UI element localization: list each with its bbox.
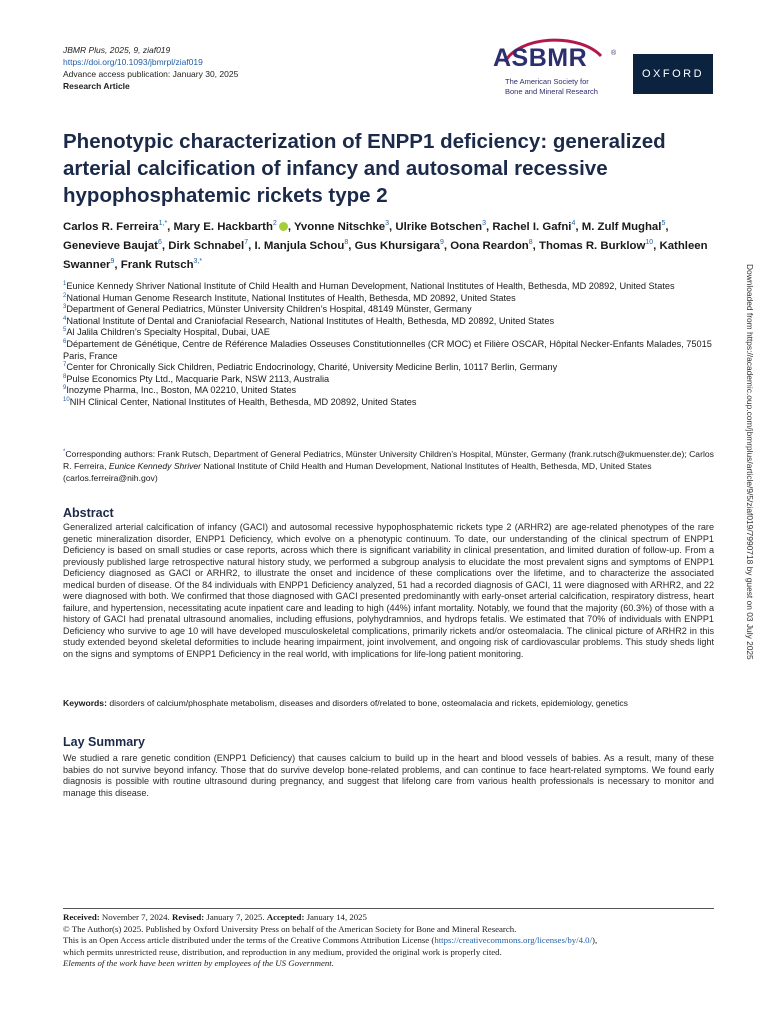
affiliation-item	[63, 293, 723, 305]
affiliation-item	[63, 339, 723, 362]
author-affiliation-mark: 5	[661, 220, 666, 228]
affiliation-item	[63, 327, 723, 339]
author-name[interactable]: Mary E. Hackbarth	[173, 221, 273, 233]
affiliations	[63, 281, 723, 409]
author-affiliation-mark: 4	[571, 220, 576, 228]
keywords-label: Keywords:	[63, 698, 107, 708]
affiliation-item	[63, 362, 723, 374]
affiliation-number: 7	[63, 362, 67, 369]
author-affiliation-mark: 3	[385, 220, 390, 228]
affiliation-text: Center for Chronically Sick Children, Pediatric Endocrinology, Charité, University Medicine Berlin, 10117 Berlin, Germany	[66, 362, 558, 373]
author-affiliation-mark: 7	[244, 239, 249, 247]
author-affiliation-mark: 1,*	[158, 220, 168, 228]
author-name[interactable]: Yvonne Nitschke	[293, 221, 386, 233]
corresponding-italic: Eunice Kennedy Shriver	[108, 460, 202, 471]
affiliation-text: Département de Génétique, Centre de Référence Maladies Osseuses Constitutionnelles (CR MOC) et Filière OSCAR, Hôpital Necker-Enfants Malades, 75015 Paris, France	[63, 338, 712, 361]
author-name[interactable]: Kathleen Swanner	[63, 240, 708, 271]
affiliation-number: 1	[63, 280, 67, 287]
affiliation-text: National Institute of Dental and Craniofacial Research, National Institutes of Health, Bethesda, MD 20892, United States	[66, 315, 555, 326]
author-affiliation-mark: 3,*	[193, 258, 203, 266]
affiliation-number: 5	[63, 327, 67, 334]
affiliation-text: NIH Clinical Center, National Institutes of Health, Bethesda, MD 20892, United States	[69, 396, 417, 407]
affiliation-number: 2	[63, 292, 67, 299]
author-name[interactable]: Genevieve Baujat	[63, 240, 158, 252]
author-affiliation-mark: 9	[110, 258, 115, 266]
affiliation-item	[63, 281, 723, 293]
affiliation-text: Inozyme Pharma, Inc., Boston, MA 02210, United States	[66, 385, 297, 396]
download-side-note	[744, 264, 756, 764]
author-affiliation-mark: 9	[440, 239, 444, 247]
doi-link[interactable]: https://doi.org/10.1093/jbmrpl/ziaf019	[63, 57, 203, 67]
author[interactable]	[168, 240, 248, 252]
affiliation-number: 8	[63, 373, 67, 380]
affiliation-item	[63, 385, 723, 397]
author-name[interactable]: Carlos R. Ferreira	[63, 221, 159, 233]
government-note: Elements of the work have been written by employees of the US Government.	[63, 958, 334, 969]
affiliation-text: Department of General Pediatrics, Münster University Children’s Hospital, 48149 Münster, Germany	[66, 304, 472, 315]
advance-access-date: Advance access publication: January 30, 2025	[63, 69, 239, 79]
author[interactable]	[582, 221, 666, 233]
affiliation-text: Eunice Kennedy Shriver National Institute of Child Health and Human Development, National Institutes of Health, Bethesda, MD 20892, United States	[66, 281, 675, 291]
license-line-2: which permits unrestricted reuse, distribution, and reproduction in any medium, provided the original work is properly cited.	[63, 946, 502, 957]
author-name[interactable]: I. Manjula Schou	[254, 240, 345, 252]
accepted-date: January 14, 2025	[304, 912, 367, 922]
affiliation-text: Al Jalila Children’s Specialty Hospital, Dubai, UAE	[66, 327, 270, 338]
affiliation-number: 3	[63, 304, 67, 311]
author-name[interactable]: Ulrike Botschen	[395, 221, 483, 233]
keywords-text: disorders of calcium/phosphate metabolism, diseases and disorders of/related to bone, osteomalacia and rickets, epidemiology, genetics	[106, 698, 628, 708]
footer-divider	[63, 908, 714, 909]
author-affiliation-mark: 8	[528, 239, 533, 247]
affiliation-item	[63, 304, 723, 316]
author-affiliation-mark: 2	[272, 220, 277, 228]
asbmr-wordmark: ASBMR	[493, 44, 588, 72]
license-line	[63, 935, 714, 947]
abstract-text: Generalized arterial calcification of infancy (GACI) and autosomal recessive hypophosphatemic rickets type 2 (ARHR2) are age-related phenotypes of the rare genetic mineralization disorder, ENPP1 Deficiency, which evolve on a phenotypic continuum. To date, our understanding of the clinical spectrum of ENPP1 Deficiency is based on small studies or case reports, across which there is significant variability in clinical presentation, and limited duration of follow-up. From a previously published large retrospective natural history study, we performed a subgroup analysis to elucidate the most prevalent signs and symptoms of ENPP1 Deficiency diagnosed as GACI or ARHR2, to illustrate the onset and incidence of these complications over the lifetime, and to characterize the associated medical burden of disease. Of the 84 individuals with ENPP1 Deficiency analyzed, 51 had a recorded diagnosis of GACI, 11 were diagnosed with ARHR2, and 22 were diagnosed with both. We confirmed that those diagnosed with GACI presented predominantly with early-onset arterial calcification, respiratory distress, heart failure, and hypertension, necessitating acute inpatient care and leading to high (44%) infant mortality. Notably, we found that the majority (60.3%) of those with a history of GACI had prenatal ultrasound anomalies, including effusions, polyhydramnios, and hydrops fetalis. We estimated that 70% of individuals with ENPP1 Deficiency who survive to age 10 will have developed musculoskeletal complications, primarily rickets and/or osteomalacia. The clinical picture of ARHR2 in this study extended beyond skeletal deformities to include hearing impairment, joint involvement, and ongoing risk of cardiovascular problems. This study sheds light on the signs and symptoms of ENPP1 Deficiency in the real world, with implications for life-long patient monitoring.	[63, 522, 714, 659]
author-name[interactable]: Dirk Schnabel	[168, 240, 245, 252]
author-affiliation-mark: 8	[344, 239, 349, 247]
received-label: Received:	[63, 912, 100, 922]
author-affiliation-mark: 6	[157, 239, 162, 247]
corresponding-star: *	[63, 449, 66, 456]
orcid-icon[interactable]	[279, 222, 288, 231]
affiliation-number: 10	[63, 396, 70, 403]
keywords	[63, 698, 714, 709]
oxford-logo: OXFORD	[633, 54, 713, 94]
lay-summary-heading: Lay Summary	[63, 735, 145, 749]
corresponding-text-1: Corresponding authors: Frank Rutsch, Department of General Pediatrics, Münster University Children’s Hospital, Münster, Germany (frank.rutsch@ukmuenster.de); Carlos R. Ferreira,	[63, 449, 714, 471]
affiliation-item	[63, 397, 723, 409]
author[interactable]	[492, 221, 575, 233]
author[interactable]	[450, 240, 532, 252]
author[interactable]	[539, 240, 653, 252]
author-name[interactable]: Thomas R. Burklow	[539, 240, 646, 252]
revised-date: January 7, 2025.	[204, 912, 267, 922]
asbmr-tagline-line-1: The American Society for	[505, 77, 589, 86]
author-name[interactable]: Gus Khursigara	[354, 240, 441, 252]
affiliation-text: Pulse Economics Pty Ltd., Macquarie Park, NSW 2113, Australia	[66, 373, 330, 384]
author-name[interactable]: M. Zulf Mughal	[581, 221, 662, 233]
author[interactable]	[174, 221, 288, 233]
corresponding-text-2: National Institute of Child Health and Human Development, National Institutes of Health, Bethesda, MD, United States (carlos.ferreira@nih.gov)	[63, 460, 652, 483]
license-link[interactable]: https://creativecommons.org/licenses/by/4.0/	[434, 935, 593, 946]
author[interactable]	[63, 240, 162, 252]
article-title: Phenotypic characterization of ENPP1 deficiency: generalized arterial calcification of infancy and autosomal recessive hypophosphatemic rickets type 2	[63, 130, 666, 207]
author[interactable]	[294, 221, 389, 233]
dates-line	[63, 912, 714, 924]
author-name[interactable]: Rachel I. Gafni	[492, 221, 572, 233]
article-type: Research Article	[63, 81, 130, 91]
author-list: Carlos R. Ferreira$^{1,*}$, Mary E. Hackbarth$^2$ , Yvonne Nitschke$^3$, Ulrike Botschen$^3$, Rachel I. Gafni$^4$, M. Zulf Mughal$^5$, Genevieve Baujat$^6$, Dirk Schnabel$^7$, I. Manjula Schou$^8$, Gus Khursigara$^9$, Oona Reardon$^8$, Thomas R. Burklow$^{10}$, Kathleen Swanner$^9$, Frank Rutsch$^{3,*}$	[63, 220, 708, 271]
received-date: November 7, 2024.	[99, 912, 172, 922]
footer	[63, 912, 714, 970]
asbmr-tagline-line-2: Bone and Mineral Research	[505, 87, 598, 96]
article-meta	[63, 44, 238, 92]
asbmr-logo	[493, 30, 625, 105]
corresponding-authors	[63, 449, 723, 484]
affiliation-number: 4	[63, 315, 67, 322]
affiliation-item	[63, 316, 723, 328]
author[interactable]	[254, 240, 348, 252]
affiliation-text: National Human Genome Research Institute, National Institutes of Health, Bethesda, MD 20892, United States	[66, 292, 516, 303]
journal-reference: JBMR Plus, 2025, 9, ziaf019	[63, 45, 171, 55]
download-side-text: Downloaded from https://academic.oup.com/jbmrplus/article/9/5/ziaf019/7990718 by guest on 03 July 2025	[745, 264, 755, 660]
affiliation-number: 9	[63, 385, 67, 392]
author[interactable]	[355, 240, 444, 252]
author[interactable]	[63, 221, 167, 233]
affiliation-number: 6	[63, 338, 67, 345]
author[interactable]	[395, 221, 486, 233]
accepted-label: Accepted:	[266, 912, 305, 922]
registered-mark: ®	[611, 50, 617, 57]
affiliation-item	[63, 374, 723, 386]
copyright-line: © The Author(s) 2025. Published by Oxford University Press on behalf of the American Society for Bone and Mineral Research.	[63, 923, 517, 934]
revised-label: Revised:	[171, 912, 205, 922]
author-name[interactable]: Oona Reardon	[450, 240, 529, 252]
author-affiliation-mark: 10	[645, 239, 654, 247]
license-text-1: This is an Open Access article distributed under the terms of the Creative Commons Attribution License (	[63, 935, 435, 946]
author-affiliation-mark: 3	[482, 220, 486, 228]
abstract-heading: Abstract	[63, 506, 114, 520]
license-text-2: ),	[592, 935, 598, 946]
asbmr-tagline	[505, 77, 598, 97]
author-name[interactable]: Frank Rutsch	[120, 259, 194, 271]
lay-summary-text: We studied a rare genetic condition (ENPP1 Deficiency) that causes calcium to build up in the heart and blood vessels of babies. As a result, many of these babies do not survive beyond infancy. Those that do survive develop bone-related problems, and can continue to face heart-related symptoms. We found early diagnosis is possible with routine ultrasound during pregnancy, and suggest that lifelong care from various health professionals is necessary to monitor and manage this disease.	[63, 753, 714, 798]
author[interactable]	[121, 259, 202, 271]
